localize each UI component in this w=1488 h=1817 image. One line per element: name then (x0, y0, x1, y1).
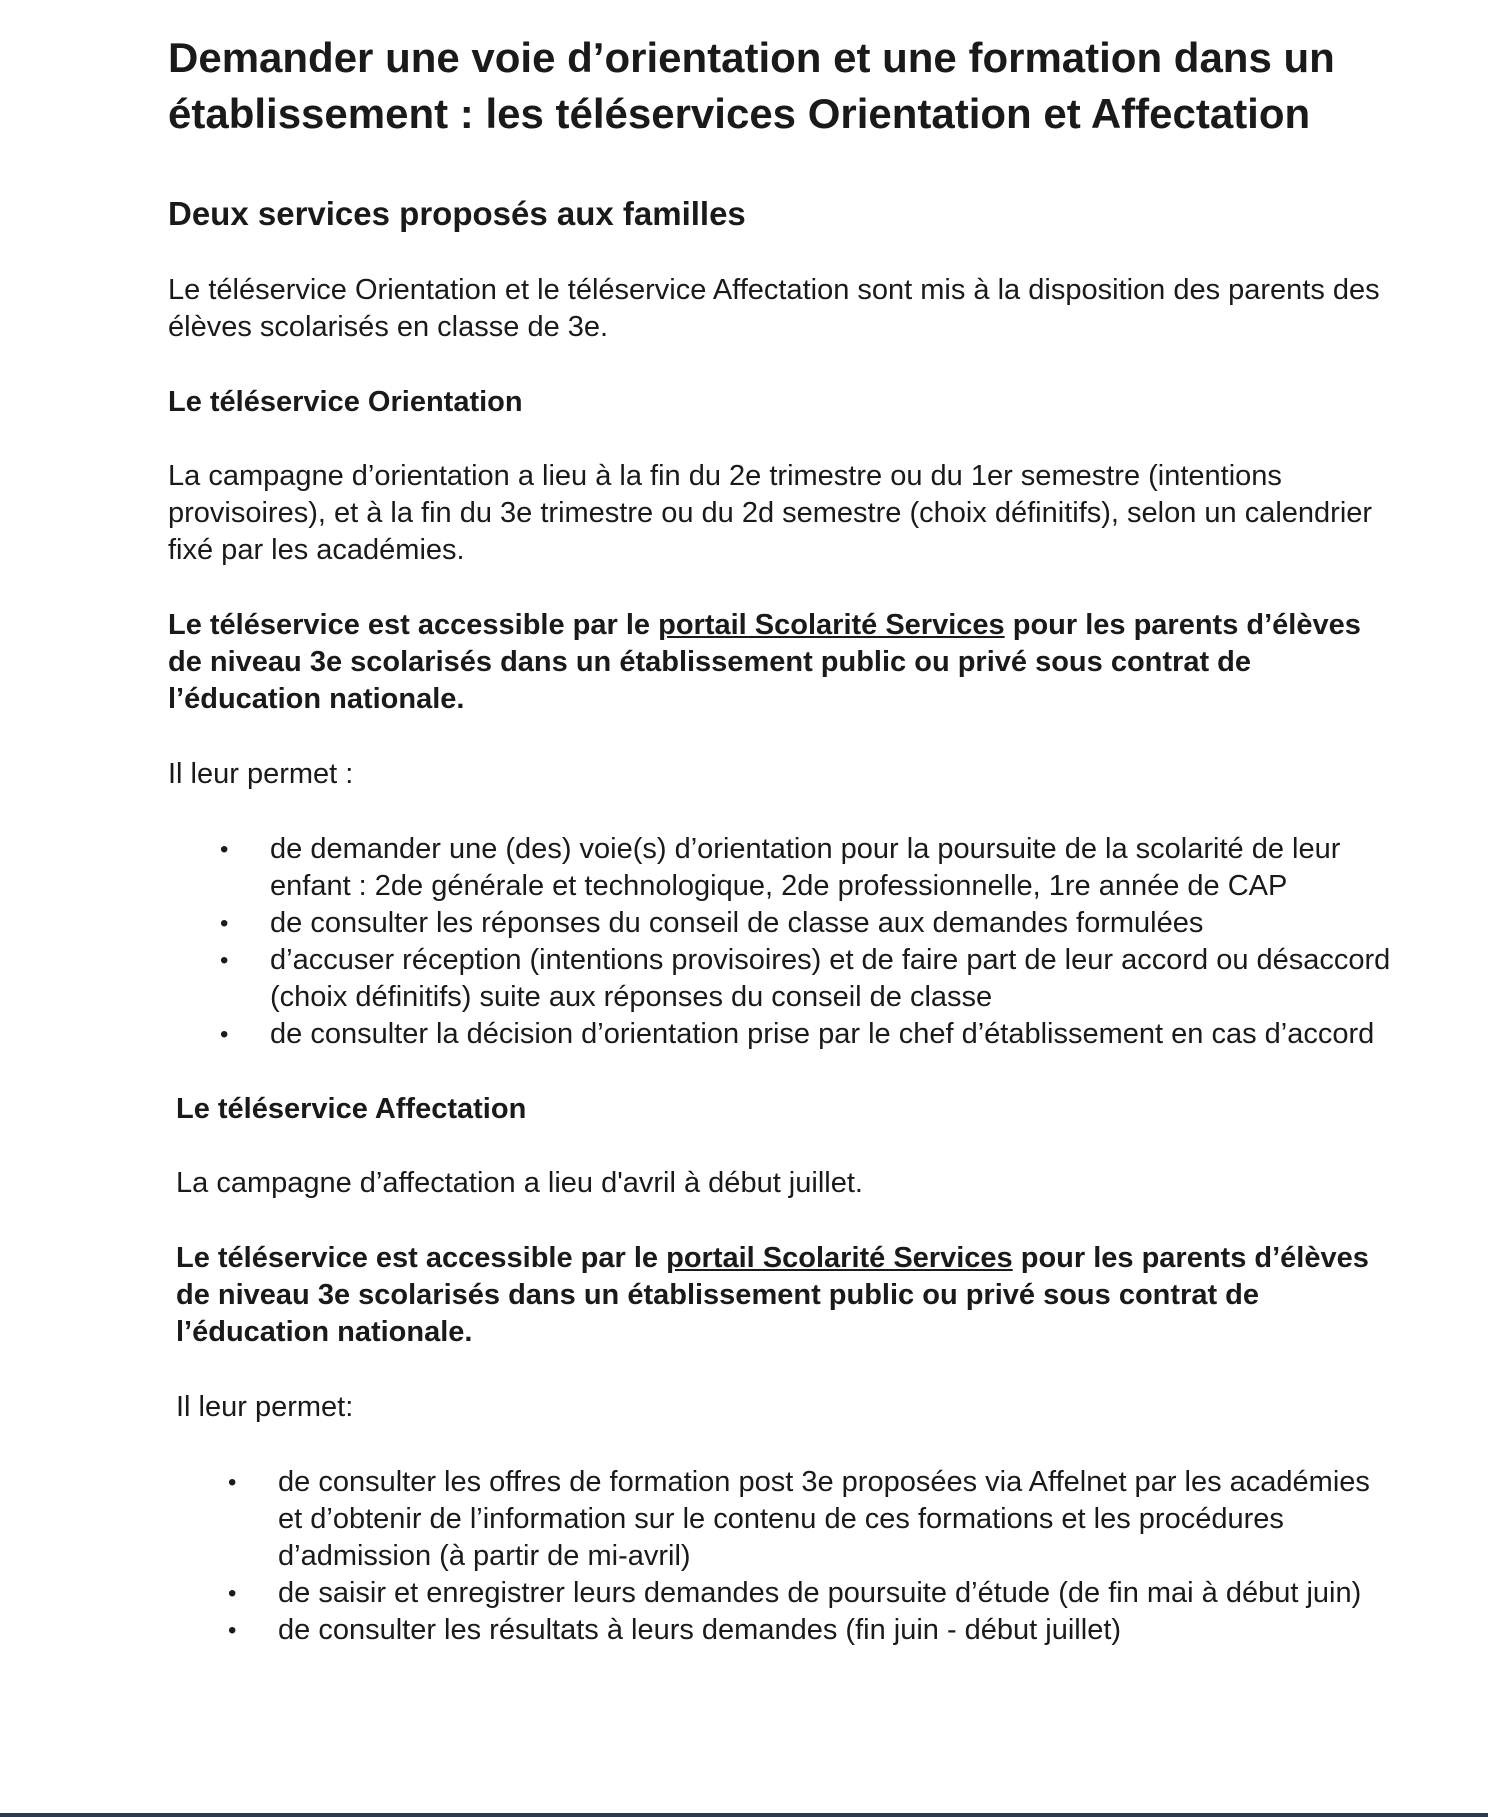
bullet-icon: • (228, 1580, 237, 1607)
bullet-icon: • (220, 947, 229, 974)
bullet-icon: • (228, 1617, 237, 1644)
orientation-heading: Le téléservice Orientation (168, 386, 523, 418)
affectation-access-after: pour les parents d’élèves de niveau 3e scolarisés dans un établissement public ou privé sous contrat de l’éducation nationale. (176, 1242, 1369, 1348)
orientation-campaign: La campagne d’orientation a lieu à la fin du 2e trimestre ou du 1er semestre (intentions provisoires), et à la fin du 3e trimestre ou du 2d semestre (choix définitifs), selon un calendrier fixé par les académies. (168, 460, 1373, 566)
affectation-section (176, 1091, 1398, 1649)
list-item-text: de saisir et enregistrer leurs demandes de poursuite d’étude (de fin mai à début juin) (278, 1577, 1362, 1609)
list-item-text: de consulter la décision d’orientation prise par le chef d’établissement en cas d’accord (270, 1018, 1375, 1050)
orientation-access (168, 607, 1398, 718)
list-item-text: de demander une (des) voie(s) d’orientation pour la poursuite de la scolarité de leur enfant : 2de générale et technologique, 2de professionnelle, 1re année de CAP (270, 833, 1341, 902)
affectation-permits: Il leur permet: (176, 1391, 354, 1423)
bullet-icon: • (220, 910, 229, 937)
affectation-portal-link[interactable]: portail Scolarité Services (666, 1242, 1013, 1274)
bullet-icon: • (220, 1021, 229, 1048)
intro-paragraph: Le téléservice Orientation et le téléservice Affectation sont mis à la disposition des parents des élèves scolarisés en classe de 3e. (168, 274, 1380, 343)
orientation-list (168, 831, 1398, 1053)
affectation-list (176, 1464, 1398, 1649)
orientation-permits: Il leur permet : (168, 758, 354, 790)
list-item (228, 1612, 1398, 1649)
bullet-icon: • (220, 836, 229, 863)
orientation-access-after: pour les parents d’élèves de niveau 3e scolarisés dans un établissement public ou privé sous contrat de l’éducation nationale. (168, 609, 1361, 715)
orientation-portal-link[interactable]: portail Scolarité Services (658, 609, 1005, 641)
orientation-section (168, 384, 1398, 1053)
list-item (220, 831, 1398, 905)
orientation-access-before: Le téléservice est accessible par le (168, 609, 659, 641)
list-item-text: d’accuser réception (intentions provisoires) et de faire part de leur accord ou désaccord (choix définitifs) suite aux réponses du conseil de classe (270, 944, 1391, 1013)
page-title: Demander une voie d’orientation et une formation dans un établissement : les téléservices Orientation et Affectation (168, 34, 1335, 137)
affectation-access (176, 1240, 1398, 1351)
affectation-heading: Le téléservice Affectation (176, 1093, 527, 1125)
affectation-campaign: La campagne d’affectation a lieu d'avril à début juillet. (176, 1167, 863, 1199)
list-item-text: de consulter les résultats à leurs demandes (fin juin - début juillet) (278, 1614, 1122, 1646)
bullet-icon: • (228, 1469, 237, 1496)
list-item (220, 1016, 1398, 1053)
document-page (168, 30, 1398, 1649)
list-item-text: de consulter les offres de formation post 3e proposées via Affelnet par les académies et d’obtenir de l’information sur le contenu de ces formations et les procédures d’admission (à partir de mi-avril) (278, 1466, 1370, 1572)
list-item (220, 905, 1398, 942)
affectation-access-before: Le téléservice est accessible par le (176, 1242, 667, 1274)
section-heading: Deux services proposés aux familles (168, 195, 746, 232)
list-item (228, 1464, 1398, 1575)
list-item-text: de consulter les réponses du conseil de classe aux demandes formulées (270, 907, 1204, 939)
bottom-divider (0, 1813, 1488, 1817)
list-item (228, 1575, 1398, 1612)
list-item (220, 942, 1398, 1016)
